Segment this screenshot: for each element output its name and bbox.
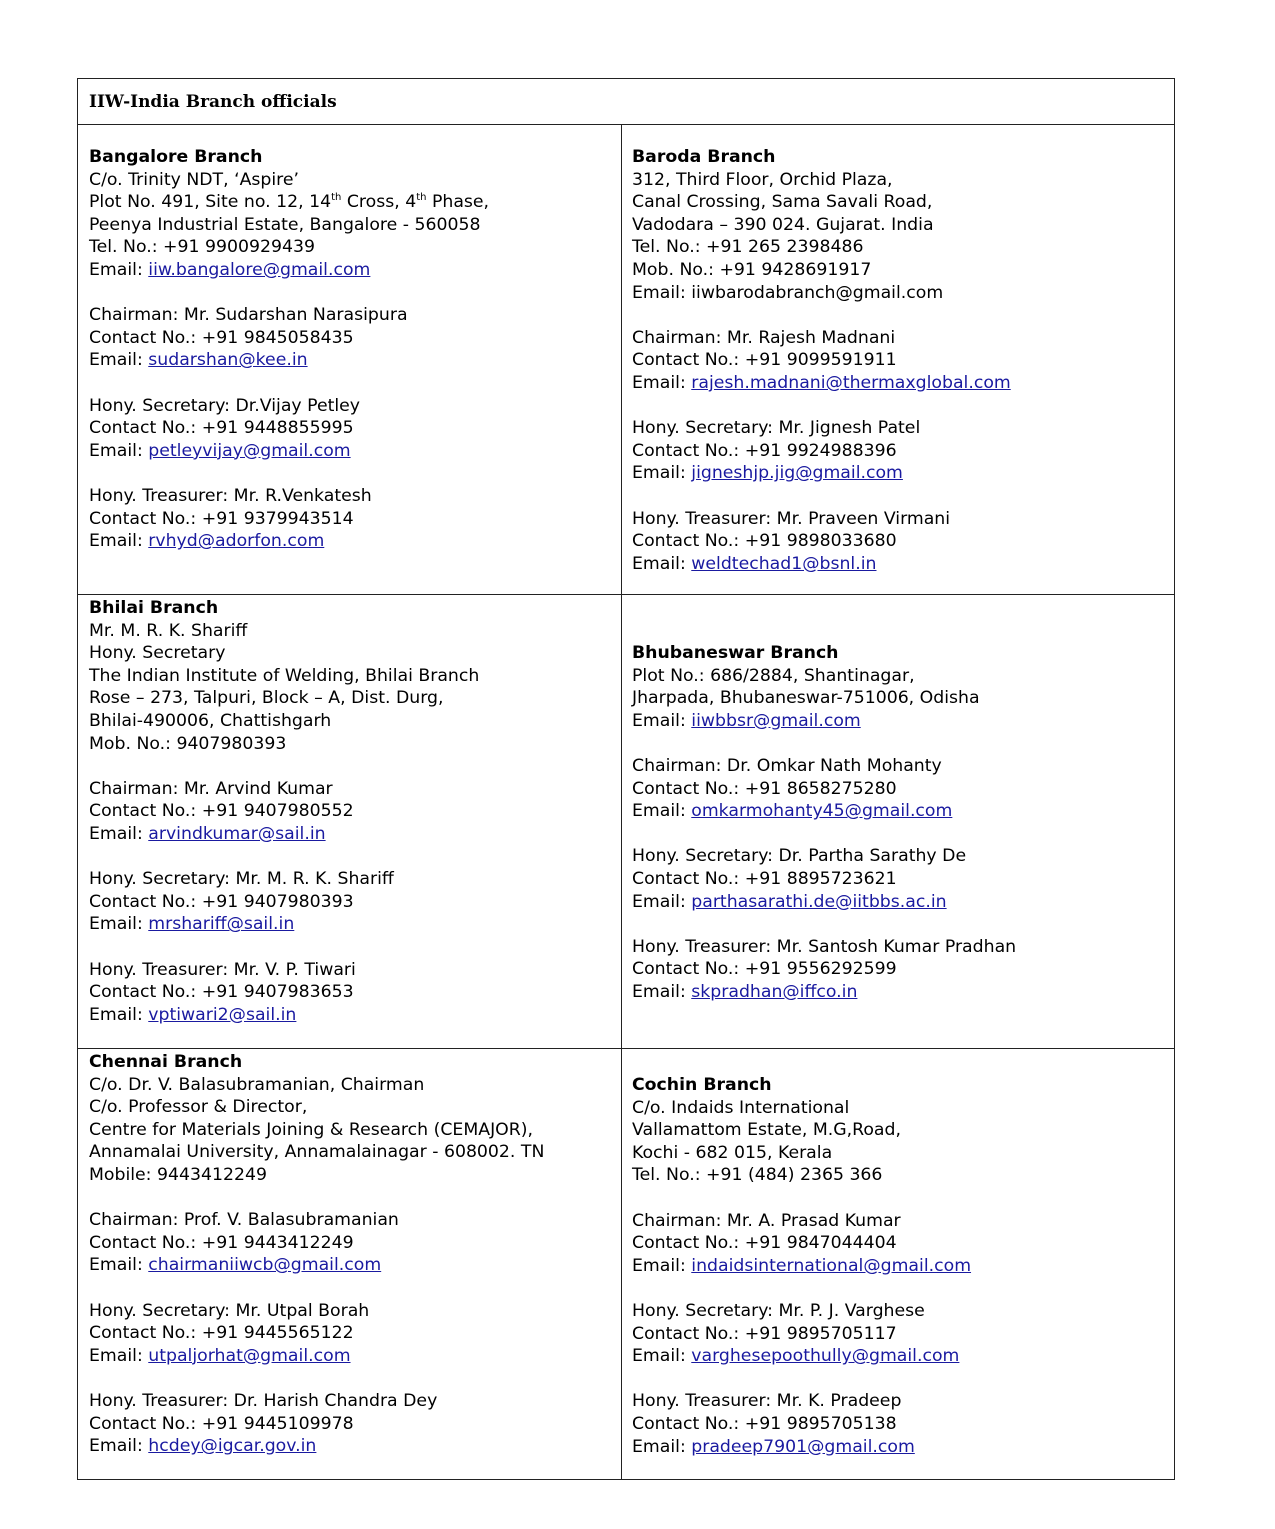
chairman-contact: Contact No.: +91 9847044404 (632, 1233, 897, 1254)
row-divider (78, 1048, 1174, 1049)
spacer (632, 1368, 971, 1391)
email-label: Email: (89, 1004, 149, 1025)
spacer (89, 936, 479, 959)
email-link[interactable]: rajesh.madnani@thermaxglobal.com (691, 372, 1011, 393)
email-label: Email: (89, 1345, 149, 1366)
email-link[interactable]: jigneshjp.jig@gmail.com (691, 463, 903, 484)
chairman-contact: Contact No.: +91 9099591911 (632, 350, 897, 371)
email-label: Email: (89, 350, 149, 371)
spacer (632, 732, 1016, 755)
email-link[interactable]: sudarshan@kee.in (148, 350, 308, 371)
email-line (89, 349, 489, 372)
branch-cell-chennai (89, 1051, 544, 1458)
address-line: Mobile: 9443412249 (89, 1164, 267, 1185)
spacer (89, 282, 489, 305)
email-line (89, 530, 489, 553)
treasurer-contact: Contact No.: +91 9898033680 (632, 531, 897, 552)
treasurer-contact: Contact No.: +91 9895705138 (632, 1413, 897, 1434)
email-link[interactable]: indaidsinternational@gmail.com (691, 1255, 972, 1276)
treasurer-contact: Contact No.: +91 9445109978 (89, 1413, 354, 1434)
branch-name: Bhubaneswar Branch (632, 643, 839, 663)
address-line: Hony. Secretary (89, 643, 226, 664)
spacer (89, 846, 479, 869)
email-link[interactable]: weldtechad1@bsnl.in (691, 553, 877, 574)
email-label: Email: (89, 259, 149, 280)
address-line: The Indian Institute of Welding, Bhilai Branch (89, 665, 480, 686)
secretary-name: Hony. Secretary: Dr.Vijay Petley (89, 395, 361, 416)
column-divider (621, 125, 622, 1479)
spacer (89, 462, 489, 485)
treasurer-name: Hony. Treasurer: Mr. R.Venkatesh (89, 485, 372, 506)
address-line: C/o. Indaids International (632, 1097, 850, 1118)
spacer (632, 304, 1011, 327)
email-label: Email: (632, 1255, 692, 1276)
email-label: Email: (89, 914, 149, 935)
email-line (89, 1004, 479, 1027)
treasurer-contact: Contact No.: +91 9407983653 (89, 982, 354, 1003)
treasurer-name: Hony. Treasurer: Mr. V. P. Tiwari (89, 959, 356, 980)
chairman-name: Chairman: Mr. A. Prasad Kumar (632, 1210, 901, 1231)
address-line: Centre for Materials Joining & Research (CEMAJOR), (89, 1119, 534, 1140)
secretary-contact: Contact No.: +91 9445565122 (89, 1323, 354, 1344)
address-line: Annamalai University, Annamalainagar - 608002. TN (89, 1142, 545, 1163)
branch-cell-bangalore (89, 146, 489, 553)
email-label: Email: (632, 1346, 692, 1367)
chairman-name: Chairman: Prof. V. Balasubramanian (89, 1210, 399, 1231)
email-line (632, 553, 1011, 576)
email-link[interactable]: rvhyd@adorfon.com (148, 531, 325, 552)
address-line: Plot No. 491, Site no. 12, 14th Cross, 4th Phase, (89, 192, 490, 213)
email-link[interactable]: varghesepoothully@gmail.com (691, 1346, 960, 1367)
email-link[interactable]: chairmaniiwcb@gmail.com (148, 1255, 382, 1276)
email-line (632, 710, 1016, 733)
treasurer-name: Hony. Treasurer: Mr. Praveen Virmani (632, 508, 951, 529)
branch-email: Email: iiwbarodabranch@gmail.com (632, 282, 944, 303)
secretary-contact: Contact No.: +91 9448855995 (89, 418, 354, 439)
spacer (89, 1277, 544, 1300)
email-label: Email: (632, 801, 692, 822)
email-line (89, 259, 489, 282)
email-label: Email: (89, 1436, 149, 1457)
page-title: IIW-India Branch officials (89, 92, 337, 112)
email-label: Email: (632, 891, 692, 912)
chairman-name: Chairman: Dr. Omkar Nath Mohanty (632, 755, 942, 776)
secretary-contact: Contact No.: +91 8895723621 (632, 868, 897, 889)
email-link[interactable]: arvindkumar@sail.in (148, 823, 326, 844)
treasurer-contact: Contact No.: +91 9379943514 (89, 508, 354, 529)
email-label: Email: (632, 553, 692, 574)
email-link[interactable]: hcdey@igcar.gov.in (148, 1436, 317, 1457)
email-link[interactable]: iiw.bangalore@gmail.com (148, 259, 371, 280)
email-link[interactable]: vptiwari2@sail.in (148, 1004, 297, 1025)
address-line: Tel. No.: +91 9900929439 (89, 237, 315, 258)
email-line (632, 462, 1011, 485)
email-link[interactable]: pradeep7901@gmail.com (691, 1436, 915, 1457)
row-divider (78, 594, 1174, 595)
address-line: Bhilai-490006, Chattishgarh (89, 710, 332, 731)
email-line (632, 981, 1016, 1004)
address-line: 312, Third Floor, Orchid Plaza, (632, 169, 893, 190)
treasurer-contact: Contact No.: +91 9556292599 (632, 959, 897, 980)
address-line: Vadodara – 390 024. Gujarat. India (632, 214, 934, 235)
address-line: Tel. No.: +91 265 2398486 (632, 237, 864, 258)
address-line: Mob. No.: 9407980393 (89, 733, 287, 754)
spacer (632, 823, 1016, 846)
address-line: C/o. Trinity NDT, ‘Aspire’ (89, 169, 300, 190)
branch-cell-bhubaneswar (632, 642, 1016, 1004)
branch-name: Cochin Branch (632, 1075, 772, 1095)
treasurer-name: Hony. Treasurer: Dr. Harish Chandra Dey (89, 1390, 438, 1411)
email-line (632, 800, 1016, 823)
secretary-contact: Contact No.: +91 9895705117 (632, 1323, 897, 1344)
spacer (89, 1367, 544, 1390)
branch-cell-baroda (632, 146, 1011, 575)
address-line: Plot No.: 686/2884, Shantinagar, (632, 665, 915, 686)
email-link[interactable]: utpaljorhat@gmail.com (148, 1345, 351, 1366)
email-label: Email: (89, 1255, 149, 1276)
branch-name: Baroda Branch (632, 147, 776, 167)
email-label: Email: (632, 463, 692, 484)
spacer (632, 1277, 971, 1300)
secretary-name: Hony. Secretary: Dr. Partha Sarathy De (632, 846, 967, 867)
email-link[interactable]: skpradhan@iffco.in (691, 981, 858, 1002)
email-label: Email: (632, 372, 692, 393)
branch-name: Bangalore Branch (89, 147, 263, 167)
email-label: Email: (89, 823, 149, 844)
email-link[interactable]: mrshariff@sail.in (148, 914, 295, 935)
branch-name: Chennai Branch (89, 1052, 243, 1072)
email-link[interactable]: petleyvijay@gmail.com (148, 440, 351, 461)
spacer (632, 485, 1011, 508)
table-header (78, 79, 1174, 125)
address-line: Vallamattom Estate, M.G,Road, (632, 1120, 901, 1141)
secretary-contact: Contact No.: +91 9407980393 (89, 891, 354, 912)
email-link[interactable]: iiwbbsr@gmail.com (691, 710, 861, 731)
spacer (89, 1187, 544, 1210)
address-line: Mr. M. R. K. Shariff (89, 620, 248, 641)
treasurer-name: Hony. Treasurer: Mr. Santosh Kumar Pradhan (632, 936, 1017, 957)
spacer (632, 1187, 971, 1210)
secretary-name: Hony. Secretary: Mr. M. R. K. Shariff (89, 869, 394, 890)
chairman-name: Chairman: Mr. Arvind Kumar (89, 778, 333, 799)
chairman-name: Chairman: Mr. Sudarshan Narasipura (89, 305, 408, 326)
secretary-name: Hony. Secretary: Mr. Utpal Borah (89, 1300, 370, 1321)
email-line (632, 1345, 971, 1368)
branch-cell-cochin (632, 1074, 971, 1458)
address-line: C/o. Dr. V. Balasubramanian, Chairman (89, 1074, 425, 1095)
email-line (89, 440, 489, 463)
email-line (89, 1254, 544, 1277)
officials-table (77, 78, 1175, 1480)
chairman-contact: Contact No.: +91 8658275280 (632, 778, 897, 799)
email-line (632, 372, 1011, 395)
branch-cell-bhilai (89, 597, 479, 1026)
spacer (632, 913, 1016, 936)
email-line (89, 1345, 544, 1368)
treasurer-name: Hony. Treasurer: Mr. K. Pradeep (632, 1391, 902, 1412)
chairman-contact: Contact No.: +91 9845058435 (89, 327, 354, 348)
address-line: Mob. No.: +91 9428691917 (632, 259, 872, 280)
email-line (632, 1436, 971, 1459)
chairman-contact: Contact No.: +91 9443412249 (89, 1232, 354, 1253)
secretary-name: Hony. Secretary: Mr. Jignesh Patel (632, 418, 921, 439)
secretary-contact: Contact No.: +91 9924988396 (632, 440, 897, 461)
email-link[interactable]: parthasarathi.de@iitbbs.ac.in (691, 891, 947, 912)
email-link[interactable]: omkarmohanty45@gmail.com (691, 801, 953, 822)
email-label: Email: (632, 981, 692, 1002)
email-line (89, 913, 479, 936)
spacer (89, 372, 489, 395)
email-label: Email: (89, 531, 149, 552)
address-line: Rose – 273, Talpuri, Block – A, Dist. Durg, (89, 688, 444, 709)
email-label: Email: (632, 710, 692, 731)
address-line: Jharpada, Bhubaneswar-751006, Odisha (632, 688, 980, 709)
spacer (89, 755, 479, 778)
address-line: C/o. Professor & Director, (89, 1097, 308, 1118)
email-line (89, 823, 479, 846)
chairman-contact: Contact No.: +91 9407980552 (89, 801, 354, 822)
email-label: Email: (89, 440, 149, 461)
address-line: Peenya Industrial Estate, Bangalore - 560058 (89, 214, 481, 235)
spacer (632, 395, 1011, 418)
chairman-name: Chairman: Mr. Rajesh Madnani (632, 327, 896, 348)
address-line: Canal Crossing, Sama Savali Road, (632, 192, 933, 213)
email-label: Email: (632, 1436, 692, 1457)
secretary-name: Hony. Secretary: Mr. P. J. Varghese (632, 1300, 925, 1321)
email-line (632, 891, 1016, 914)
email-line (89, 1435, 544, 1458)
address-line: Kochi - 682 015, Kerala (632, 1142, 833, 1163)
address-line: Tel. No.: +91 (484) 2365 366 (632, 1165, 883, 1186)
email-line (632, 1255, 971, 1278)
branch-name: Bhilai Branch (89, 598, 219, 618)
